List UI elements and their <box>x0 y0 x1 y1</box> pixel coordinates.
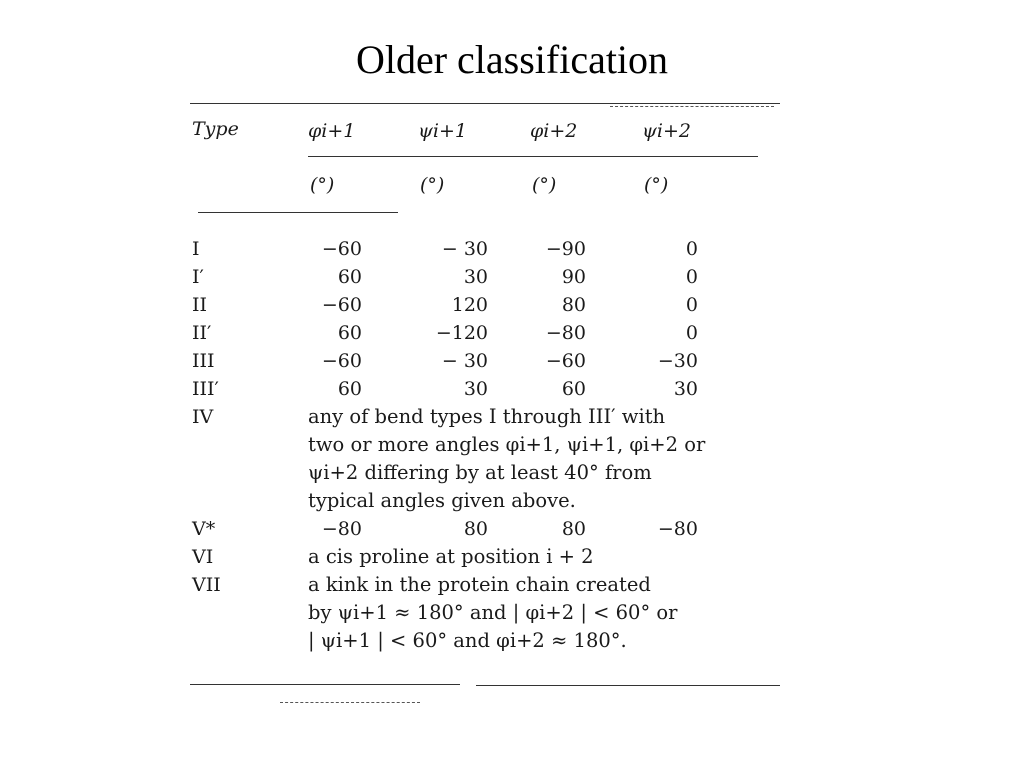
header-bottom-rule <box>198 212 398 213</box>
unit-psi1: (°) <box>420 174 445 196</box>
bottom-rule <box>190 684 460 685</box>
row-psi2: 0 <box>685 266 698 288</box>
row-type-vi: VI <box>192 546 214 568</box>
iv-line: any of bend types I through III′ with <box>308 405 666 428</box>
row-psi2: −30 <box>657 350 698 372</box>
top-rule-dashed <box>610 106 774 107</box>
row-psi1: −120 <box>435 322 488 344</box>
row-type: V* <box>192 518 216 540</box>
row-phi2: −60 <box>545 350 586 372</box>
row-type: II′ <box>192 322 212 344</box>
unit-phi1: (°) <box>310 174 335 196</box>
row-psi1: 120 <box>451 294 488 316</box>
header-underline <box>308 156 758 157</box>
scanned-table <box>190 98 780 710</box>
header-phi2: φi+2 <box>530 120 578 142</box>
row-psi2: −80 <box>657 518 698 540</box>
row-phi1: −80 <box>321 518 362 540</box>
row-phi1: −60 <box>321 294 362 316</box>
header-phi1: φi+1 <box>308 120 356 142</box>
row-psi2: 30 <box>673 378 698 400</box>
bottom-rule-right <box>476 685 780 686</box>
iv-line: two or more angles φi+1, ψi+1, φi+2 or <box>308 433 706 456</box>
vii-line: | ψi+1 | < 60° and φi+2 ≈ 180°. <box>308 629 627 652</box>
row-type: II <box>192 294 208 316</box>
unit-psi2: (°) <box>644 174 669 196</box>
header-psi2: ψi+2 <box>642 120 691 142</box>
row-psi2: 0 <box>685 294 698 316</box>
row-type: I <box>192 238 200 260</box>
row-type: III <box>192 350 215 372</box>
row-type: III′ <box>192 378 219 400</box>
row-phi2: −90 <box>545 238 586 260</box>
row-phi1: −60 <box>321 350 362 372</box>
row-phi1: 60 <box>337 266 362 288</box>
row-psi1: 30 <box>463 378 488 400</box>
vii-line: by ψi+1 ≈ 180° and | φi+2 | < 60° or <box>308 601 678 624</box>
row-psi2: 0 <box>685 238 698 260</box>
row-psi1: − 30 <box>441 238 488 260</box>
slide-title: Older classification <box>355 37 669 82</box>
row-type-vii: VII <box>192 574 221 596</box>
row-phi2: 80 <box>561 518 586 540</box>
type-vii-description <box>308 571 756 655</box>
row-phi1: 60 <box>337 322 362 344</box>
header-psi1: ψi+1 <box>418 120 467 142</box>
row-psi1: 80 <box>463 518 488 540</box>
row-psi1: − 30 <box>441 350 488 372</box>
type-iv-description <box>308 403 756 515</box>
iv-line: typical angles given above. <box>308 489 576 512</box>
row-psi1: 30 <box>463 266 488 288</box>
unit-phi2: (°) <box>532 174 557 196</box>
header-type: Type <box>192 118 239 140</box>
row-phi1: −60 <box>321 238 362 260</box>
row-phi2: 80 <box>561 294 586 316</box>
bottom-rule-dashed <box>280 702 420 703</box>
iv-line: ψi+2 differing by at least 40° from <box>308 461 652 484</box>
row-phi2: −80 <box>545 322 586 344</box>
row-type: I′ <box>192 266 204 288</box>
row-phi2: 90 <box>561 266 586 288</box>
top-rule <box>190 103 780 104</box>
row-type-iv: IV <box>192 406 214 428</box>
row-phi1: 60 <box>337 378 362 400</box>
vii-line: a kink in the protein chain created <box>308 573 651 596</box>
type-vi-description: a cis proline at position i + 2 <box>308 545 594 568</box>
row-psi2: 0 <box>685 322 698 344</box>
row-phi2: 60 <box>561 378 586 400</box>
